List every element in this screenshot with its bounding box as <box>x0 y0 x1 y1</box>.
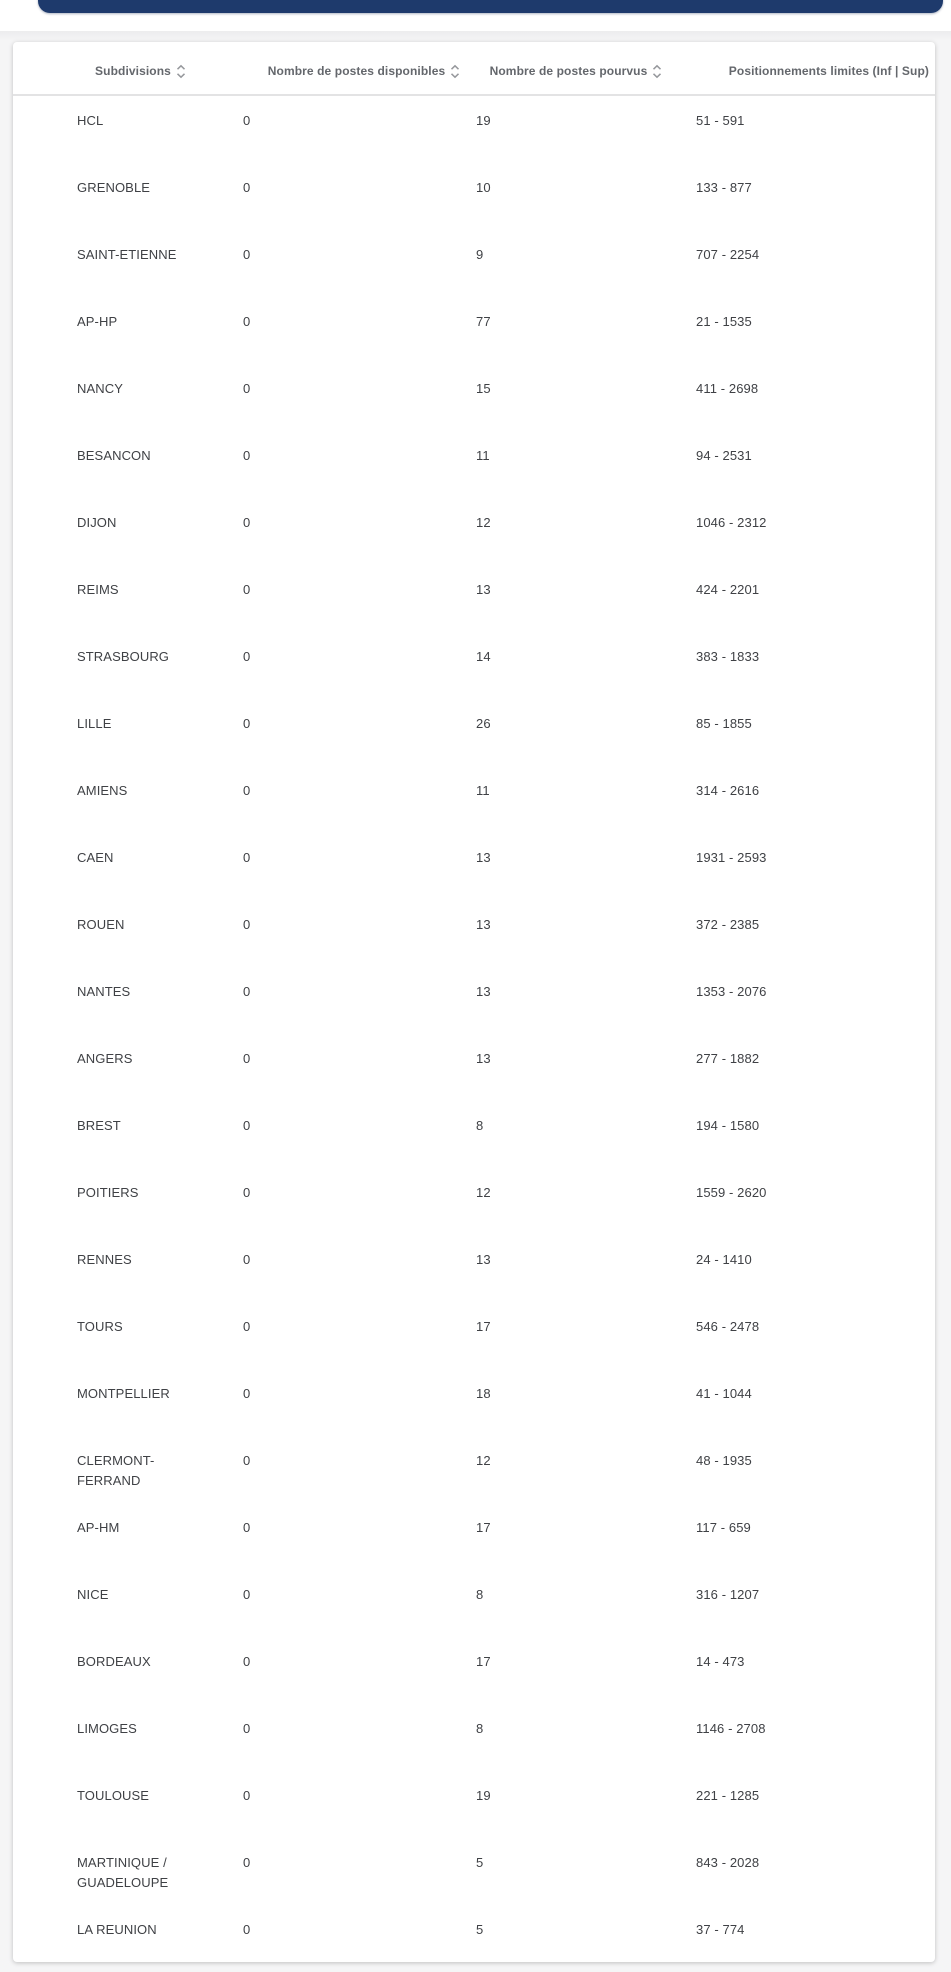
cell-disponibles: 0 <box>243 850 251 865</box>
cell-subdivision: LIMOGES <box>77 1721 137 1736</box>
cell-pourvus: 5 <box>476 1855 484 1870</box>
cell-limites: 424 - 2201 <box>696 582 760 597</box>
table-row <box>13 1905 935 1962</box>
cell-subdivision: LILLE <box>77 716 112 731</box>
cell-pourvus: 19 <box>476 113 491 128</box>
cell-pourvus: 5 <box>476 1922 484 1937</box>
cell-pourvus: 12 <box>476 1185 491 1200</box>
cell-limites: 117 - 659 <box>696 1520 751 1535</box>
column-header-label: Nombre de postes pourvus <box>489 64 648 78</box>
table-row <box>13 833 935 900</box>
column-header-subdivisions[interactable] <box>13 42 228 94</box>
column-header-positionnements-limites <box>686 42 935 94</box>
table-row <box>13 163 935 230</box>
table-row <box>13 632 935 699</box>
cell-limites: 314 - 2616 <box>696 783 760 798</box>
sort-icon <box>652 64 662 79</box>
table-row <box>13 1637 935 1704</box>
cell-subdivision: POITIERS <box>77 1185 139 1200</box>
cell-limites: 1146 - 2708 <box>696 1721 766 1736</box>
cell-disponibles: 0 <box>243 649 251 664</box>
cell-limites: 707 - 2254 <box>696 247 760 262</box>
cell-disponibles: 0 <box>243 1922 251 1937</box>
column-header-label: Nombre de postes disponibles <box>267 64 446 78</box>
cell-limites: 14 - 473 <box>696 1654 745 1669</box>
cell-pourvus: 13 <box>476 582 491 597</box>
cell-limites: 1046 - 2312 <box>696 515 767 530</box>
sort-icon <box>176 64 186 79</box>
cell-limites: 94 - 2531 <box>696 448 752 463</box>
cell-disponibles: 0 <box>243 582 251 597</box>
cell-limites: 411 - 2698 <box>696 381 759 396</box>
cell-limites: 48 - 1935 <box>696 1453 752 1468</box>
cell-pourvus: 13 <box>476 984 491 999</box>
cell-subdivision: AP-HP <box>77 314 118 329</box>
cell-limites: 21 - 1535 <box>696 314 752 329</box>
table-row <box>13 967 935 1034</box>
cell-disponibles: 0 <box>243 1520 251 1535</box>
sort-icon <box>450 64 460 79</box>
cell-limites: 221 - 1285 <box>696 1788 760 1803</box>
cell-subdivision: AMIENS <box>77 783 128 798</box>
cell-pourvus: 10 <box>476 180 491 195</box>
table-row <box>13 498 935 565</box>
cell-pourvus: 11 <box>476 448 490 463</box>
cell-pourvus: 17 <box>476 1520 491 1535</box>
table-row <box>13 1436 935 1503</box>
table-row <box>13 1503 935 1570</box>
table-row <box>13 900 935 967</box>
cell-disponibles: 0 <box>243 1788 251 1803</box>
cell-subdivision: SAINT-ETIENNE <box>77 247 177 262</box>
cell-subdivision: BESANCON <box>77 448 151 463</box>
cell-disponibles: 0 <box>243 1118 251 1133</box>
cell-disponibles: 0 <box>243 1587 251 1602</box>
cell-subdivision: HCL <box>77 113 104 128</box>
cell-limites: 277 - 1882 <box>696 1051 760 1066</box>
column-header-postes-disponibles[interactable] <box>228 42 466 94</box>
cell-pourvus: 8 <box>476 1118 484 1133</box>
cell-subdivision: MARTINIQUE / GUADELOUPE <box>77 1855 169 1890</box>
cell-limites: 546 - 2478 <box>696 1319 760 1334</box>
cell-disponibles: 0 <box>243 1319 251 1334</box>
cell-disponibles: 0 <box>243 716 251 731</box>
cell-subdivision: NICE <box>77 1587 109 1602</box>
cell-subdivision: ROUEN <box>77 917 125 932</box>
cell-subdivision: DIJON <box>77 515 117 530</box>
cell-pourvus: 12 <box>476 515 491 530</box>
cell-subdivision: MONTPELLIER <box>77 1386 170 1401</box>
cell-pourvus: 12 <box>476 1453 491 1468</box>
cell-pourvus: 17 <box>476 1319 491 1334</box>
cell-subdivision: CAEN <box>77 850 114 865</box>
cell-pourvus: 15 <box>476 381 491 396</box>
cell-limites: 51 - 591 <box>696 113 745 128</box>
cell-disponibles: 0 <box>243 1051 251 1066</box>
cell-subdivision: STRASBOURG <box>77 649 170 664</box>
table-body <box>13 96 935 1962</box>
cell-disponibles: 0 <box>243 1386 251 1401</box>
cell-subdivision: NANCY <box>77 381 124 396</box>
table-row <box>13 1235 935 1302</box>
cell-disponibles: 0 <box>243 314 251 329</box>
cell-limites: 1353 - 2076 <box>696 984 767 999</box>
cell-subdivision: TOURS <box>77 1319 123 1334</box>
cell-pourvus: 14 <box>476 649 491 664</box>
cell-subdivision: REIMS <box>77 582 119 597</box>
cell-limites: 372 - 2385 <box>696 917 760 932</box>
table-row <box>13 1570 935 1637</box>
table-row <box>13 1771 935 1838</box>
table-row <box>13 1369 935 1436</box>
cell-pourvus: 13 <box>476 850 491 865</box>
cell-limites: 316 - 1207 <box>696 1587 760 1602</box>
cell-limites: 37 - 774 <box>696 1922 745 1937</box>
top-navy-panel-edge <box>38 0 943 13</box>
cell-subdivision: ANGERS <box>77 1051 133 1066</box>
cell-limites: 1559 - 2620 <box>696 1185 767 1200</box>
table-row <box>13 230 935 297</box>
cell-disponibles: 0 <box>243 917 251 932</box>
cell-disponibles: 0 <box>243 1654 251 1669</box>
table-row <box>13 1704 935 1771</box>
cell-limites: 843 - 2028 <box>696 1855 760 1870</box>
cell-subdivision: RENNES <box>77 1252 132 1267</box>
cell-disponibles: 0 <box>243 984 251 999</box>
cell-limites: 194 - 1580 <box>696 1118 760 1133</box>
table-row <box>13 364 935 431</box>
table-row <box>13 565 935 632</box>
cell-subdivision: LA REUNION <box>77 1922 157 1937</box>
table-row <box>13 297 935 364</box>
table-header-row <box>13 42 935 96</box>
cell-disponibles: 0 <box>243 1252 251 1267</box>
table-row <box>13 431 935 498</box>
cell-pourvus: 26 <box>476 716 491 731</box>
cell-disponibles: 0 <box>243 381 251 396</box>
cell-disponibles: 0 <box>243 1185 251 1200</box>
table-row <box>13 1168 935 1235</box>
table-row <box>13 1034 935 1101</box>
cell-pourvus: 13 <box>476 917 491 932</box>
cell-pourvus: 8 <box>476 1721 484 1736</box>
cell-disponibles: 0 <box>243 1721 251 1736</box>
table-row <box>13 1101 935 1168</box>
cell-disponibles: 0 <box>243 515 251 530</box>
column-header-label: Subdivisions <box>95 64 171 78</box>
cell-subdivision: BREST <box>77 1118 121 1133</box>
table-row <box>13 96 935 163</box>
cell-limites: 383 - 1833 <box>696 649 760 664</box>
cell-subdivision: NANTES <box>77 984 131 999</box>
cell-pourvus: 8 <box>476 1587 484 1602</box>
cell-subdivision: AP-HM <box>77 1520 120 1535</box>
cell-subdivision: GRENOBLE <box>77 180 151 195</box>
cell-disponibles: 0 <box>243 247 251 262</box>
column-header-postes-pourvus[interactable] <box>466 42 686 94</box>
cell-subdivision: CLERMONT-FERRAND <box>77 1453 155 1488</box>
table-row <box>13 766 935 833</box>
table-row <box>13 699 935 766</box>
cell-disponibles: 0 <box>243 1855 251 1870</box>
cell-limites: 41 - 1044 <box>696 1386 752 1401</box>
cell-disponibles: 0 <box>243 113 251 128</box>
cell-disponibles: 0 <box>243 1453 251 1468</box>
cell-disponibles: 0 <box>243 448 251 463</box>
subdivisions-table-card <box>13 42 935 1962</box>
cell-pourvus: 18 <box>476 1386 491 1401</box>
cell-subdivision: BORDEAUX <box>77 1654 151 1669</box>
table-row <box>13 1838 935 1905</box>
cell-pourvus: 11 <box>476 783 490 798</box>
cell-pourvus: 13 <box>476 1051 491 1066</box>
cell-pourvus: 13 <box>476 1252 491 1267</box>
cell-pourvus: 9 <box>476 247 484 262</box>
table-row <box>13 1302 935 1369</box>
cell-limites: 1931 - 2593 <box>696 850 767 865</box>
cell-pourvus: 19 <box>476 1788 491 1803</box>
cell-disponibles: 0 <box>243 783 251 798</box>
cell-limites: 85 - 1855 <box>696 716 752 731</box>
cell-limites: 24 - 1410 <box>696 1252 752 1267</box>
column-header-label: Positionnements limites (Inf | Sup) <box>728 64 929 78</box>
cell-limites: 133 - 877 <box>696 180 752 195</box>
cell-subdivision: TOULOUSE <box>77 1788 150 1803</box>
cell-disponibles: 0 <box>243 180 251 195</box>
cell-pourvus: 17 <box>476 1654 491 1669</box>
cell-pourvus: 77 <box>476 314 491 329</box>
